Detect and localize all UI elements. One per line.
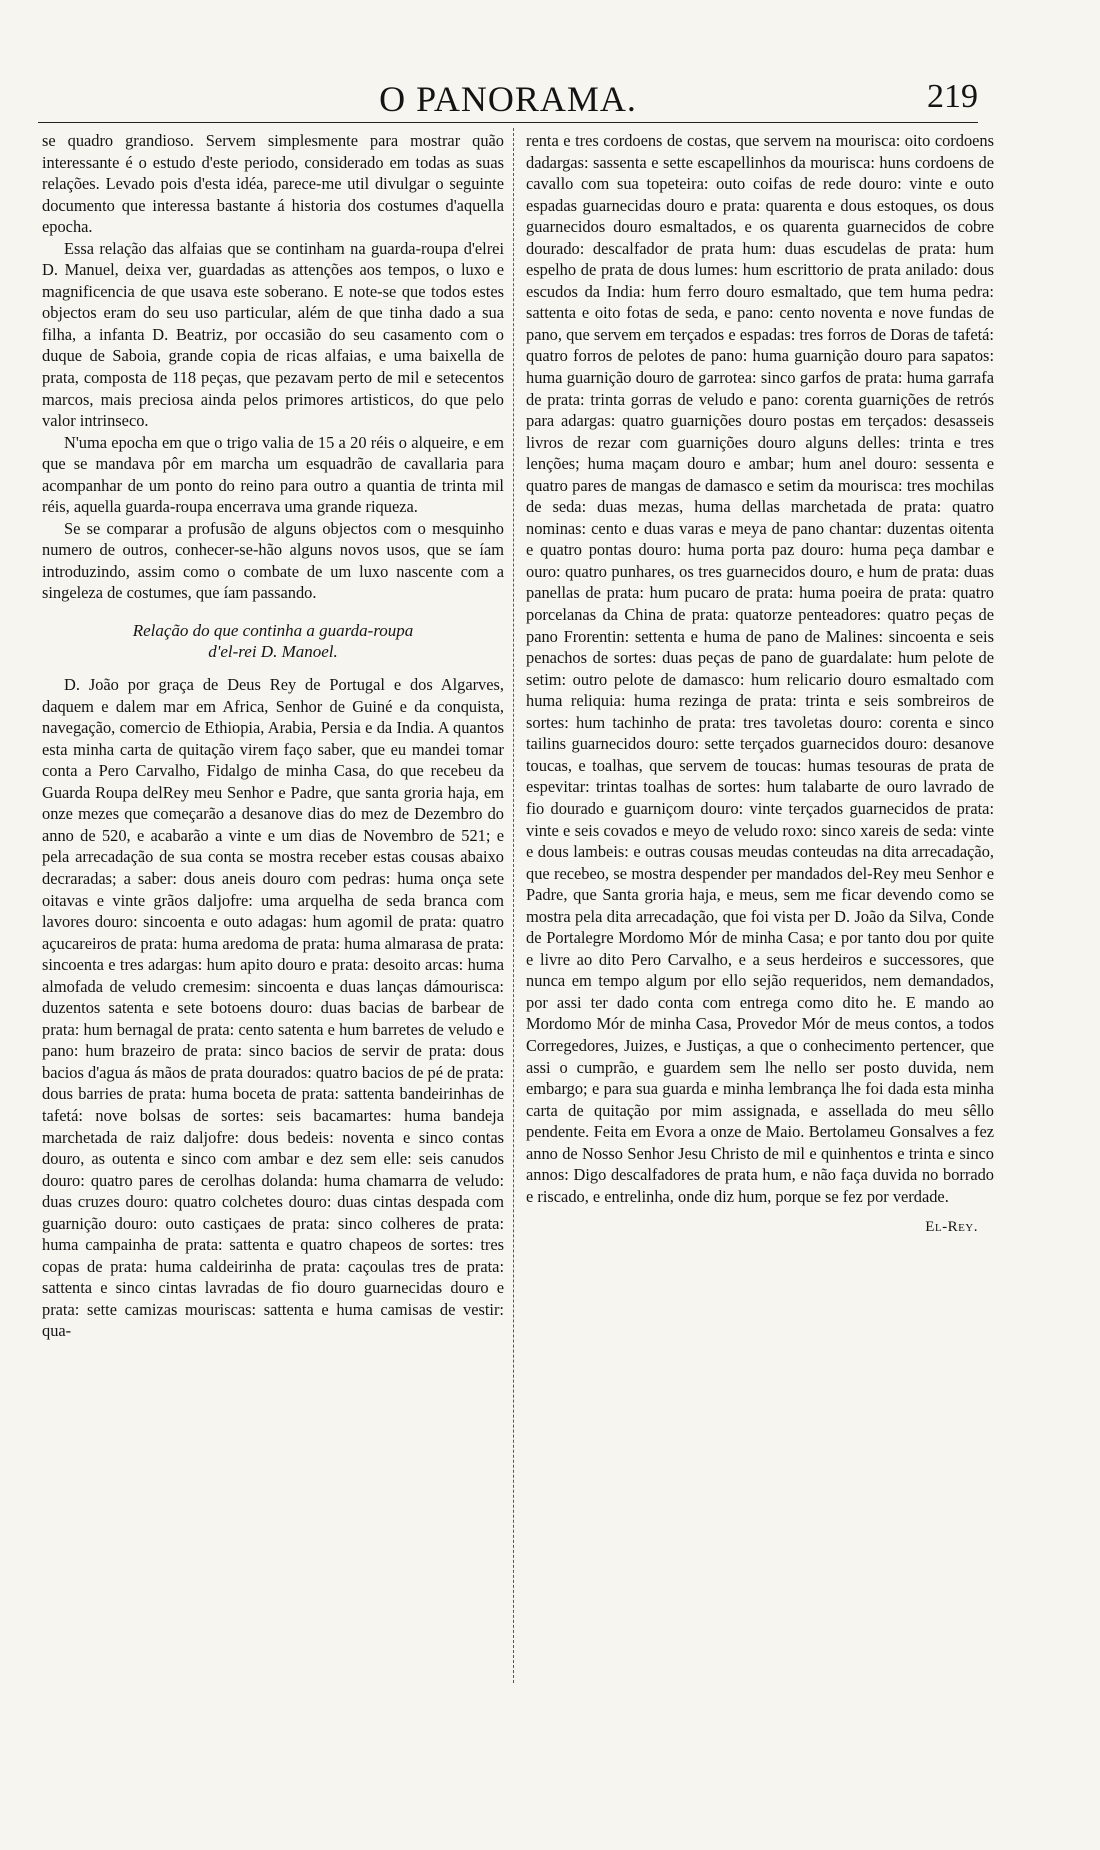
document-text: D. João por graça de Deus Rey de Portugal e dos Algarves, daquem e dalem mar em Africa, Senhor de Guiné e da conquista, navegação, comercio de Ethiopia, Arabia, Persia e da India. A quantos esta minha carta de quitação virem faço saber, que eu mandei tomar conta a Pero Carvalho, Fidalgo de minha Casa, do que recebeu da Guarda Roupa delRey meu Senhor e Padre, que santa groria haja, em onze mezes que começarão a desanove dias do mez de Dezembro do anno de 520, e acabarão a vinte e um dias de Novembro de 521; e pela arrecadação de sua conta se mostra receber estas cousas abaixo decraradas; a saber: dous aneis douro com pedras: huma onça sete oitavas e vinte grãos daljofre: uma arquelha de seda branca com lavores douro: sincoenta e outo adagas: hum agomil de prata: quatro açucareiros de prata: huma aredoma de prata: huma almarasa de prata: sincoenta e tres adargas: hum apito douro e prata: desoito arcas: huma almofada de veludo cremesim: sincoenta e duas lanças dámourisca: duzentos satenta e sete botoens douro: duas bacias de barbear de prata: hum bernagal de prata: cento satenta e hum barretes de veludo e pano: hum brazeiro de prata: sinco bacios de servir de prata: dous bacios d'agua ás mãos de prata dourados: quatro bacios de pé de prata: dous barries de prata: huma boceta de prata: sattenta bandeirinhas de tafetá: nove bolsas de sortes: seis bacamartes: huma bandeja marchetada de raiz daljofre: dous bedeis: noventa e sinco contas douro, as outenta e sinco com ambar e dez sem elle: seis canudos douro: quatro pares de cerolhas dolanda: huma chamarra de veludo: duas cruzes douro: quatro colchetes douro: duas cintas despada com guarnição douro: outo castiçaes de prata: sinco colheres de prata: huma campainha de prata: sattenta e quatro chapeos de sortes: tres copas de prata: huma caldeirinha de prata: caçoulas tres de prata: sattenta e sinco cintas lavradas de fio douro guarnecidas douro e prata: sette camizas mouriscas: sattenta e huma camisas de vestir: qua- xyxy=(42,675,504,1341)
paragraph: Essa relação das alfaias que se continham na guarda-roupa d'elrei D. Manuel, deixa ver, guardadas as attenções aos tempos, o luxo e magnificencia de que usava este soberano. E note-se que todos estes objectos eram do seu uso particular, além de que tinha dado a sua filha, a infanta D. Beatriz, por occasião do seu casamento com o duque de Saboia, grande copia de ricas alfaias, e uma baixella de prata, composta de 118 peças, que pezavam perto de mil e setecentos marcos, mais preciosa ainda pelos primores artisticos, do que pelo valor intrinseco. xyxy=(42,238,504,431)
right-column xyxy=(526,130,994,1239)
document-text-continued: renta e tres cordoens de costas, que servem na mourisca: oito cordoens dadargas: sassenta e sette escapellinhos da mourisca: huns cordoens de cavallo com sua topeteira: outo coifas de rede douro: vinte e outo espadas guarnecidas douro e prata: quarenta e dous estoques, os dous guarnecidos douro esmaltados, e os quarenta guarnecidos de cobre dourado: descalfador de prata hum: duas escudelas de prata: hum espelho de prata de dous lumes: hum escrittorio de prata anilado: dous escudos da India: hum ferro douro esmaltado, que tem huma pedra: sattenta e oito fotas de seda, e pano: cento noventa e nove fundas de pano, que servem em terçados e espadas: tres forros de Doras de tafetá: quatro forros de pelotes de pano: huma guarnição douro para sapatos: huma guarnição douro de garrotea: sinco garfos de prata: huma garrafa de prata: trinta gorras de veludo e pano: corenta guarnições de retrós para adargas: quatro guarnições douro postas em terçados: desasseis livros de rezar com guarnições douro alguns delles: trinta e tres lenções; huma maçam douro e ambar; hum anel douro: sessenta e quatro pares de mangas de damasco e setim da mourisca: tres mochilas de seda: duas mezas, huma dellas marchetada de prata: quatro nominas: cento e duas varas e meya de pano chantar: duzentas oitenta e quatro pontas douro: huma porta paz douro: huma peça dambar e ouro: quatro punhares, os tres guarnecidos douro, e hum de prata: duas panellas de prata: hum pucaro de prata: huma poeira de prata: quatro porcelanas da China de prata: quatorze penteadores: quatro peças de pano Frorentin: settenta e huma de pano de Malines: sincoenta e seis penachos de sortes: duas peças de pano de guardalate: hum pelote de setim: outro pelote de damasco: hum relicario douro esmaltado com huma reliquia: huma rezinga de prata: trinta e seis sombreiros de sortes: hum tachinho de prata: tres tavoletas douro: corenta e sinco tailins guarnecidos douro: sette terçados guarnecidos douro: desanove toucas, e toalhas, que servem de toucas: humas tesouras de prata de espevitar: trintas toalhas de sortes: hum talabarte de ouro lavrado de fio dourado e guarniçom douro: vinte terçados guarnecidos de prata: vinte e seis covados e meyo de veludo roxo: sinco xareis de seda: vinte e dous lambeis: e outras cousas meudas conteudas na dita arrecadação, que recebeo, se mostra despender per mandados del-Rey meu Senhor e Padre, que Santa groria haja, e meus, sem me ficar devendo como se mostra pela dita arrecadação, que foi vista per D. João da Silva, Conde de Portalegre Mordomo Mór de minha Casa; e por tanto dou por quite e livre ao dito Pero Carvalho, e a seus herdeiros e successores, que nunca em tempo algum por ello sejão requeridos, nem demandados, por assi ter dado conta com entrega como dito he. E mando ao Mordomo Mór de minha Casa, Provedor Mór de meus contos, a todos Corregedores, Juizes, e Justiças, a que o conhecimento pertencer, que assi o cumprão, e guardem sem lhe nello ser posto duvida, nem embargo; e para sua guarda e minha lembrança lhe foi dada esta minha carta de quitação por mim assignada, e assellada do meu sêllo pendente. Feita em Evora a onze de Maio. Bertolameu Gonsalves a fez anno de Nosso Senhor Jesu Christo de mil e quinhentos e trinta e sinco annos: Digo descalfadores de prata hum, e não faça duvida no borrado e riscado, e entrelinha, onde diz hum, porque se fez por verdade. xyxy=(526,131,994,1206)
column-divider xyxy=(513,128,514,1683)
left-column xyxy=(42,130,504,1342)
paragraph: se quadro grandioso. Servem simplesmente para mostrar quão interessante é o estudo d'este periodo, considerado em todas as suas relações. Levado pois d'esta idéa, parece-me util divulgar o seguinte documento que interessa bastante á historia dos costumes d'aquella epocha. xyxy=(42,131,504,237)
masthead xyxy=(38,78,978,120)
header-rule xyxy=(38,122,978,123)
section-heading xyxy=(42,620,504,662)
paragraph: Se se comparar a profusão de alguns objectos com o mesquinho numero de outros, conhecer-se-hão alguns novos usos, que se íam introduzindo, assim como o combate de um luxo nascente com a singeleza de costumes, que íam passando. xyxy=(42,518,504,603)
section-heading-line: d'el-rei D. Manoel. xyxy=(208,642,338,662)
section-heading-line: Relação do que continha a guarda-roupa xyxy=(132,621,414,641)
paragraph: N'uma epocha em que o trigo valia de 15 a 20 réis o alqueire, e em que se mandava pôr em marcha um esquadrão de cavallaria para acompanhar de um ponto do reino para outro a quantia de trinta mil réis, aquella guarda-roupa encerrava uma grande riqueza. xyxy=(42,432,504,517)
publication-title: O PANORAMA. xyxy=(379,79,637,119)
signature: El-Rey. xyxy=(925,1219,978,1236)
page-number: 219 xyxy=(927,78,978,115)
